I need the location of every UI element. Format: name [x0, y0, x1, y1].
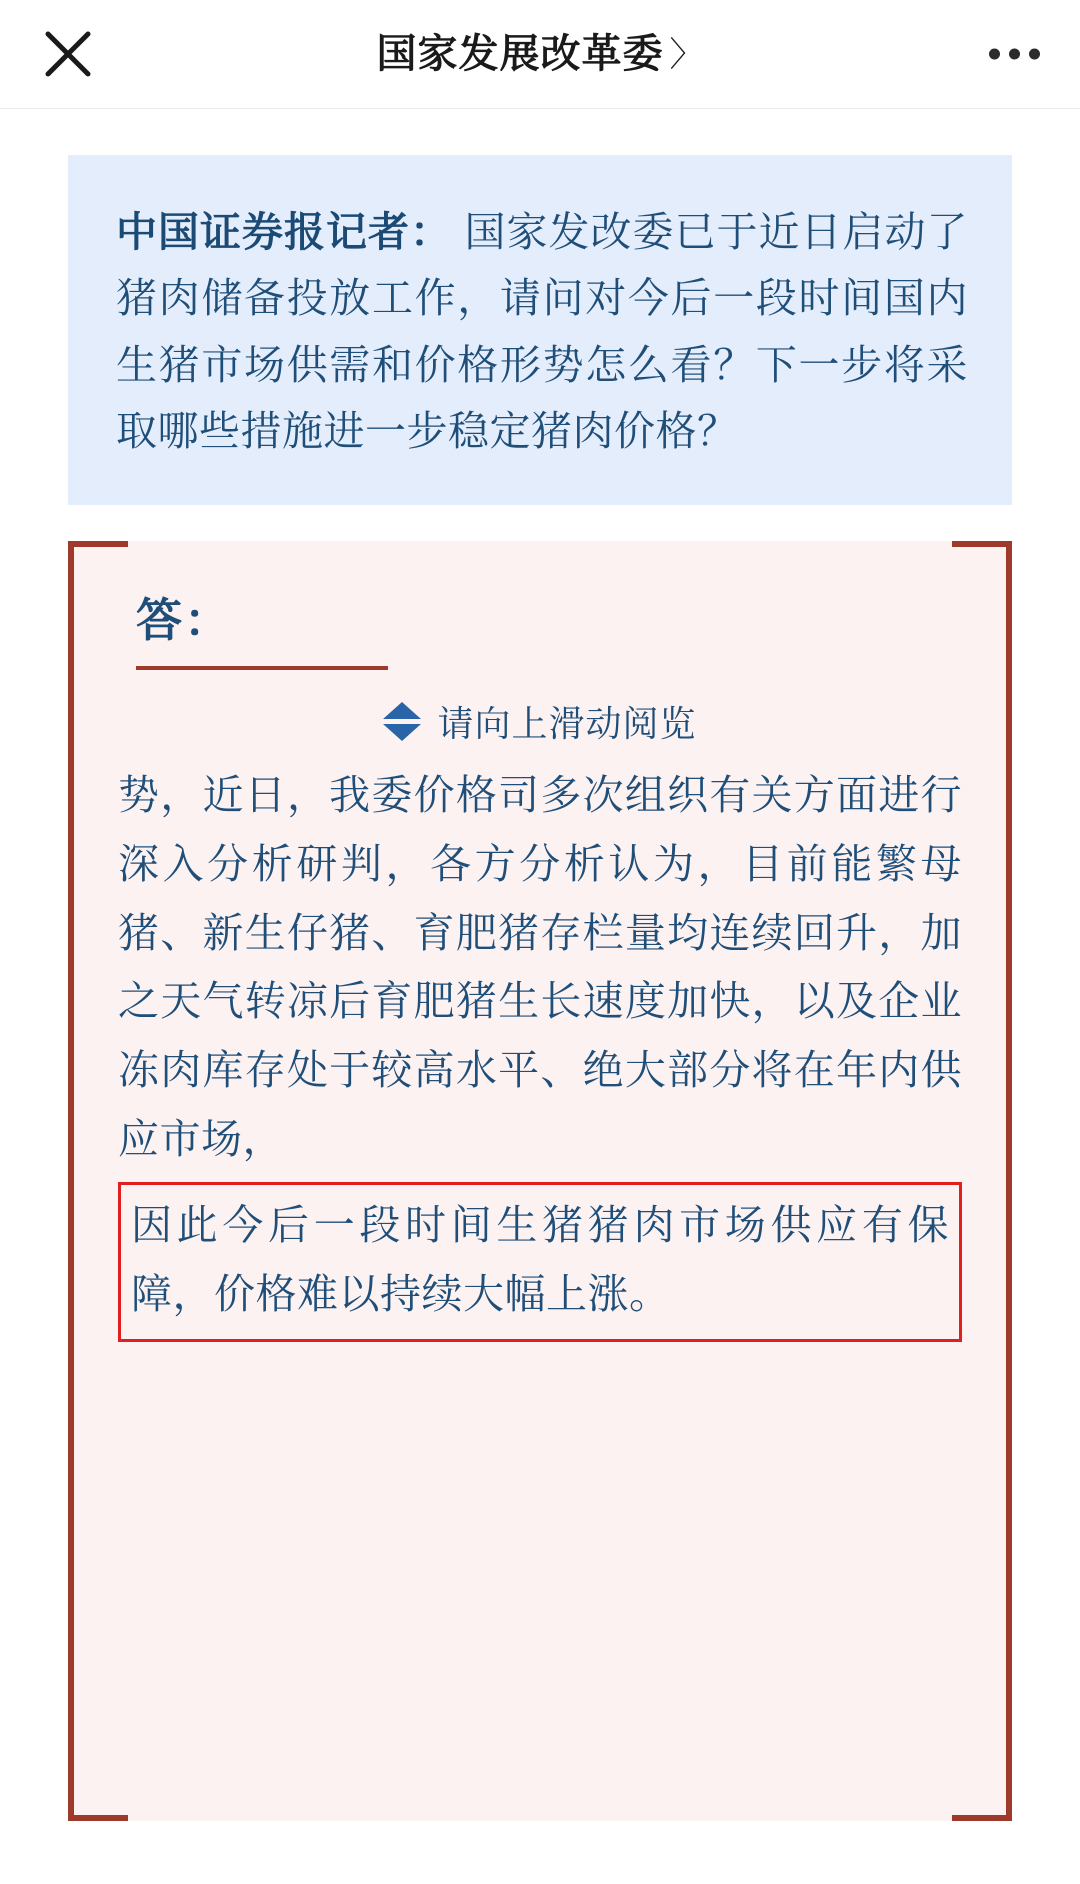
more-options-icon[interactable]	[989, 49, 1040, 60]
question-body: 国家发改委已于近日启动了猪肉储备投放工作，请问对今后一段时间国内生猪市场供需和价格形势怎么看？下一步将采取哪些措施进一步稳定猪肉价格？	[116, 209, 969, 455]
scroll-hint-text: 请向上滑动阅览	[437, 702, 697, 744]
chevron-right-icon: 〉	[669, 36, 704, 74]
answer-paragraph: 势，近日，我委价格司多次组织有关方面进行深入分析研判，各方分析认为，目前能繁母猪、新生仔猪、育肥猪存栏量均连续回升，加之天气转凉后育肥猪生长速度加快，以及企业冻肉库存处于较高水平、绝大部分将在年内供应市场，	[118, 771, 962, 1163]
article-content	[0, 155, 1080, 1821]
answer-label-row	[108, 593, 972, 670]
answer-card	[68, 541, 1012, 1821]
top-navigation-bar	[0, 0, 1080, 109]
question-text	[116, 199, 968, 465]
close-icon[interactable]	[40, 26, 96, 82]
bracket-corner-bottom-left	[68, 1761, 128, 1821]
bracket-edge-right	[1006, 595, 1012, 1767]
account-title-link[interactable]	[377, 34, 704, 74]
page-title: 国家发展改革委	[376, 32, 664, 76]
arrow-down-icon	[383, 724, 421, 741]
highlight-box	[118, 1182, 962, 1342]
arrow-up-icon	[383, 702, 421, 719]
bracket-corner-top-left	[68, 541, 128, 601]
bracket-corner-top-right	[952, 541, 1012, 601]
question-card	[68, 155, 1012, 505]
scroll-hint[interactable]	[108, 696, 972, 747]
answer-underline	[136, 666, 388, 670]
answer-highlight-text: 因此今后一段时间生猪猪肉市场供应有保障，价格难以持续大幅上涨。	[131, 1202, 949, 1317]
bracket-corner-bottom-right	[952, 1761, 1012, 1821]
bracket-edge-left	[68, 595, 74, 1767]
reporter-label: 中国证券报记者：	[116, 209, 453, 255]
answer-label: 答：	[136, 593, 232, 646]
scroll-arrows-icon	[383, 702, 421, 741]
answer-body[interactable]	[108, 761, 972, 1342]
